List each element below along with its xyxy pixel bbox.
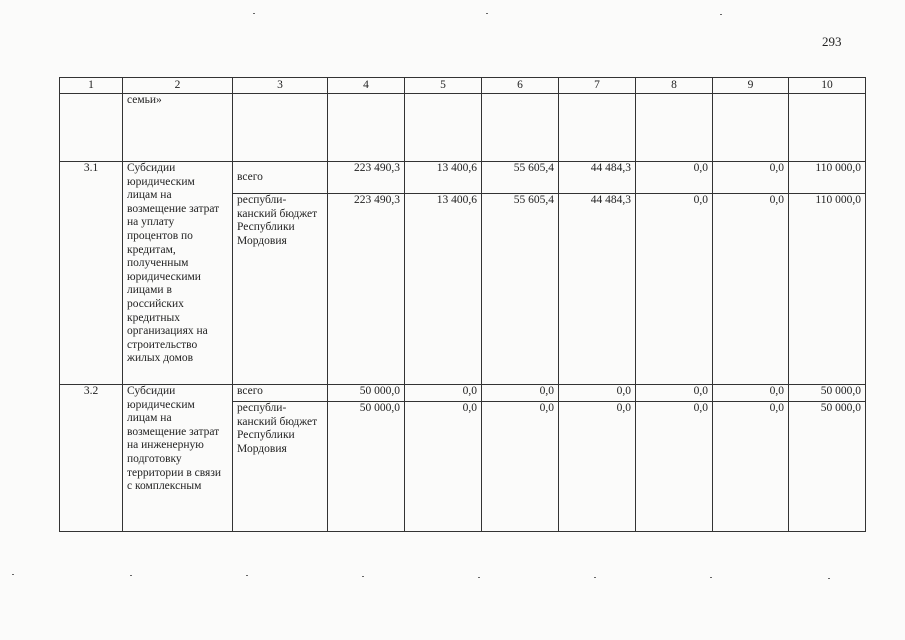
column-number: 7	[559, 78, 636, 94]
funding-source: республи-канский бюджет Республики Мордовия	[233, 402, 328, 532]
scan-speck	[12, 574, 14, 575]
column-number: 10	[789, 78, 866, 94]
value-cell: 0,0	[482, 385, 559, 402]
value-cell: 50 000,0	[789, 402, 866, 532]
value-cell: 13 400,6	[405, 194, 482, 385]
scan-speck	[594, 577, 596, 578]
funding-source: всего	[233, 385, 328, 402]
value-cell: 0,0	[636, 162, 713, 194]
budget-table	[59, 77, 866, 532]
value-cell: 50 000,0	[328, 402, 405, 532]
row-index: 3.2	[60, 385, 123, 532]
funding-source: всего	[233, 162, 328, 194]
value-cell: 0,0	[636, 402, 713, 532]
column-number: 3	[233, 78, 328, 94]
scan-speck	[246, 575, 248, 576]
scan-speck	[130, 575, 132, 576]
value-cell: 0,0	[405, 385, 482, 402]
column-number: 4	[328, 78, 405, 94]
scan-speck	[253, 13, 255, 14]
value-cell: 44 484,3	[559, 194, 636, 385]
value-cell: 55 605,4	[482, 194, 559, 385]
row-index: 3.1	[60, 162, 123, 385]
value-cell: 0,0	[482, 402, 559, 532]
column-number-row	[60, 78, 866, 94]
page-number: 293	[822, 34, 842, 49]
value-cell: 0,0	[713, 402, 789, 532]
measure-name: Субсидии юридическим лицам на возмещение затрат на инженерную подготовку территории в связи с комплексным	[123, 385, 233, 532]
table-row	[60, 385, 866, 402]
scan-speck	[478, 577, 480, 578]
value-cell: 50 000,0	[789, 385, 866, 402]
column-number: 2	[123, 78, 233, 94]
value-cell: 0,0	[713, 385, 789, 402]
value-cell: 110 000,0	[789, 162, 866, 194]
scan-speck	[362, 576, 364, 577]
value-cell: 0,0	[636, 194, 713, 385]
scan-speck	[720, 14, 722, 15]
column-number: 5	[405, 78, 482, 94]
continuation-row	[60, 94, 866, 162]
scan-speck	[828, 578, 830, 579]
value-cell: 13 400,6	[405, 162, 482, 194]
table-row	[60, 162, 866, 194]
continuation-name: семьи»	[123, 94, 233, 162]
scan-speck	[486, 13, 488, 14]
column-number: 1	[60, 78, 123, 94]
column-number: 6	[482, 78, 559, 94]
funding-source: республи-канский бюджет Республики Мордовия	[233, 194, 328, 385]
value-cell: 110 000,0	[789, 194, 866, 385]
value-cell: 50 000,0	[328, 385, 405, 402]
value-cell: 223 490,3	[328, 162, 405, 194]
value-cell: 0,0	[405, 402, 482, 532]
column-number: 8	[636, 78, 713, 94]
value-cell: 0,0	[713, 194, 789, 385]
column-number: 9	[713, 78, 789, 94]
value-cell: 44 484,3	[559, 162, 636, 194]
value-cell: 0,0	[713, 162, 789, 194]
measure-name: Субсидии юридическим лицам на возмещение затрат на уплату процентов по кредитам, полученным юридическими лицами в российских кредитных организациях на строительство жилых домов	[123, 162, 233, 385]
value-cell: 0,0	[559, 402, 636, 532]
value-cell: 55 605,4	[482, 162, 559, 194]
value-cell: 0,0	[636, 385, 713, 402]
value-cell: 223 490,3	[328, 194, 405, 385]
value-cell: 0,0	[559, 385, 636, 402]
scan-speck	[710, 577, 712, 578]
